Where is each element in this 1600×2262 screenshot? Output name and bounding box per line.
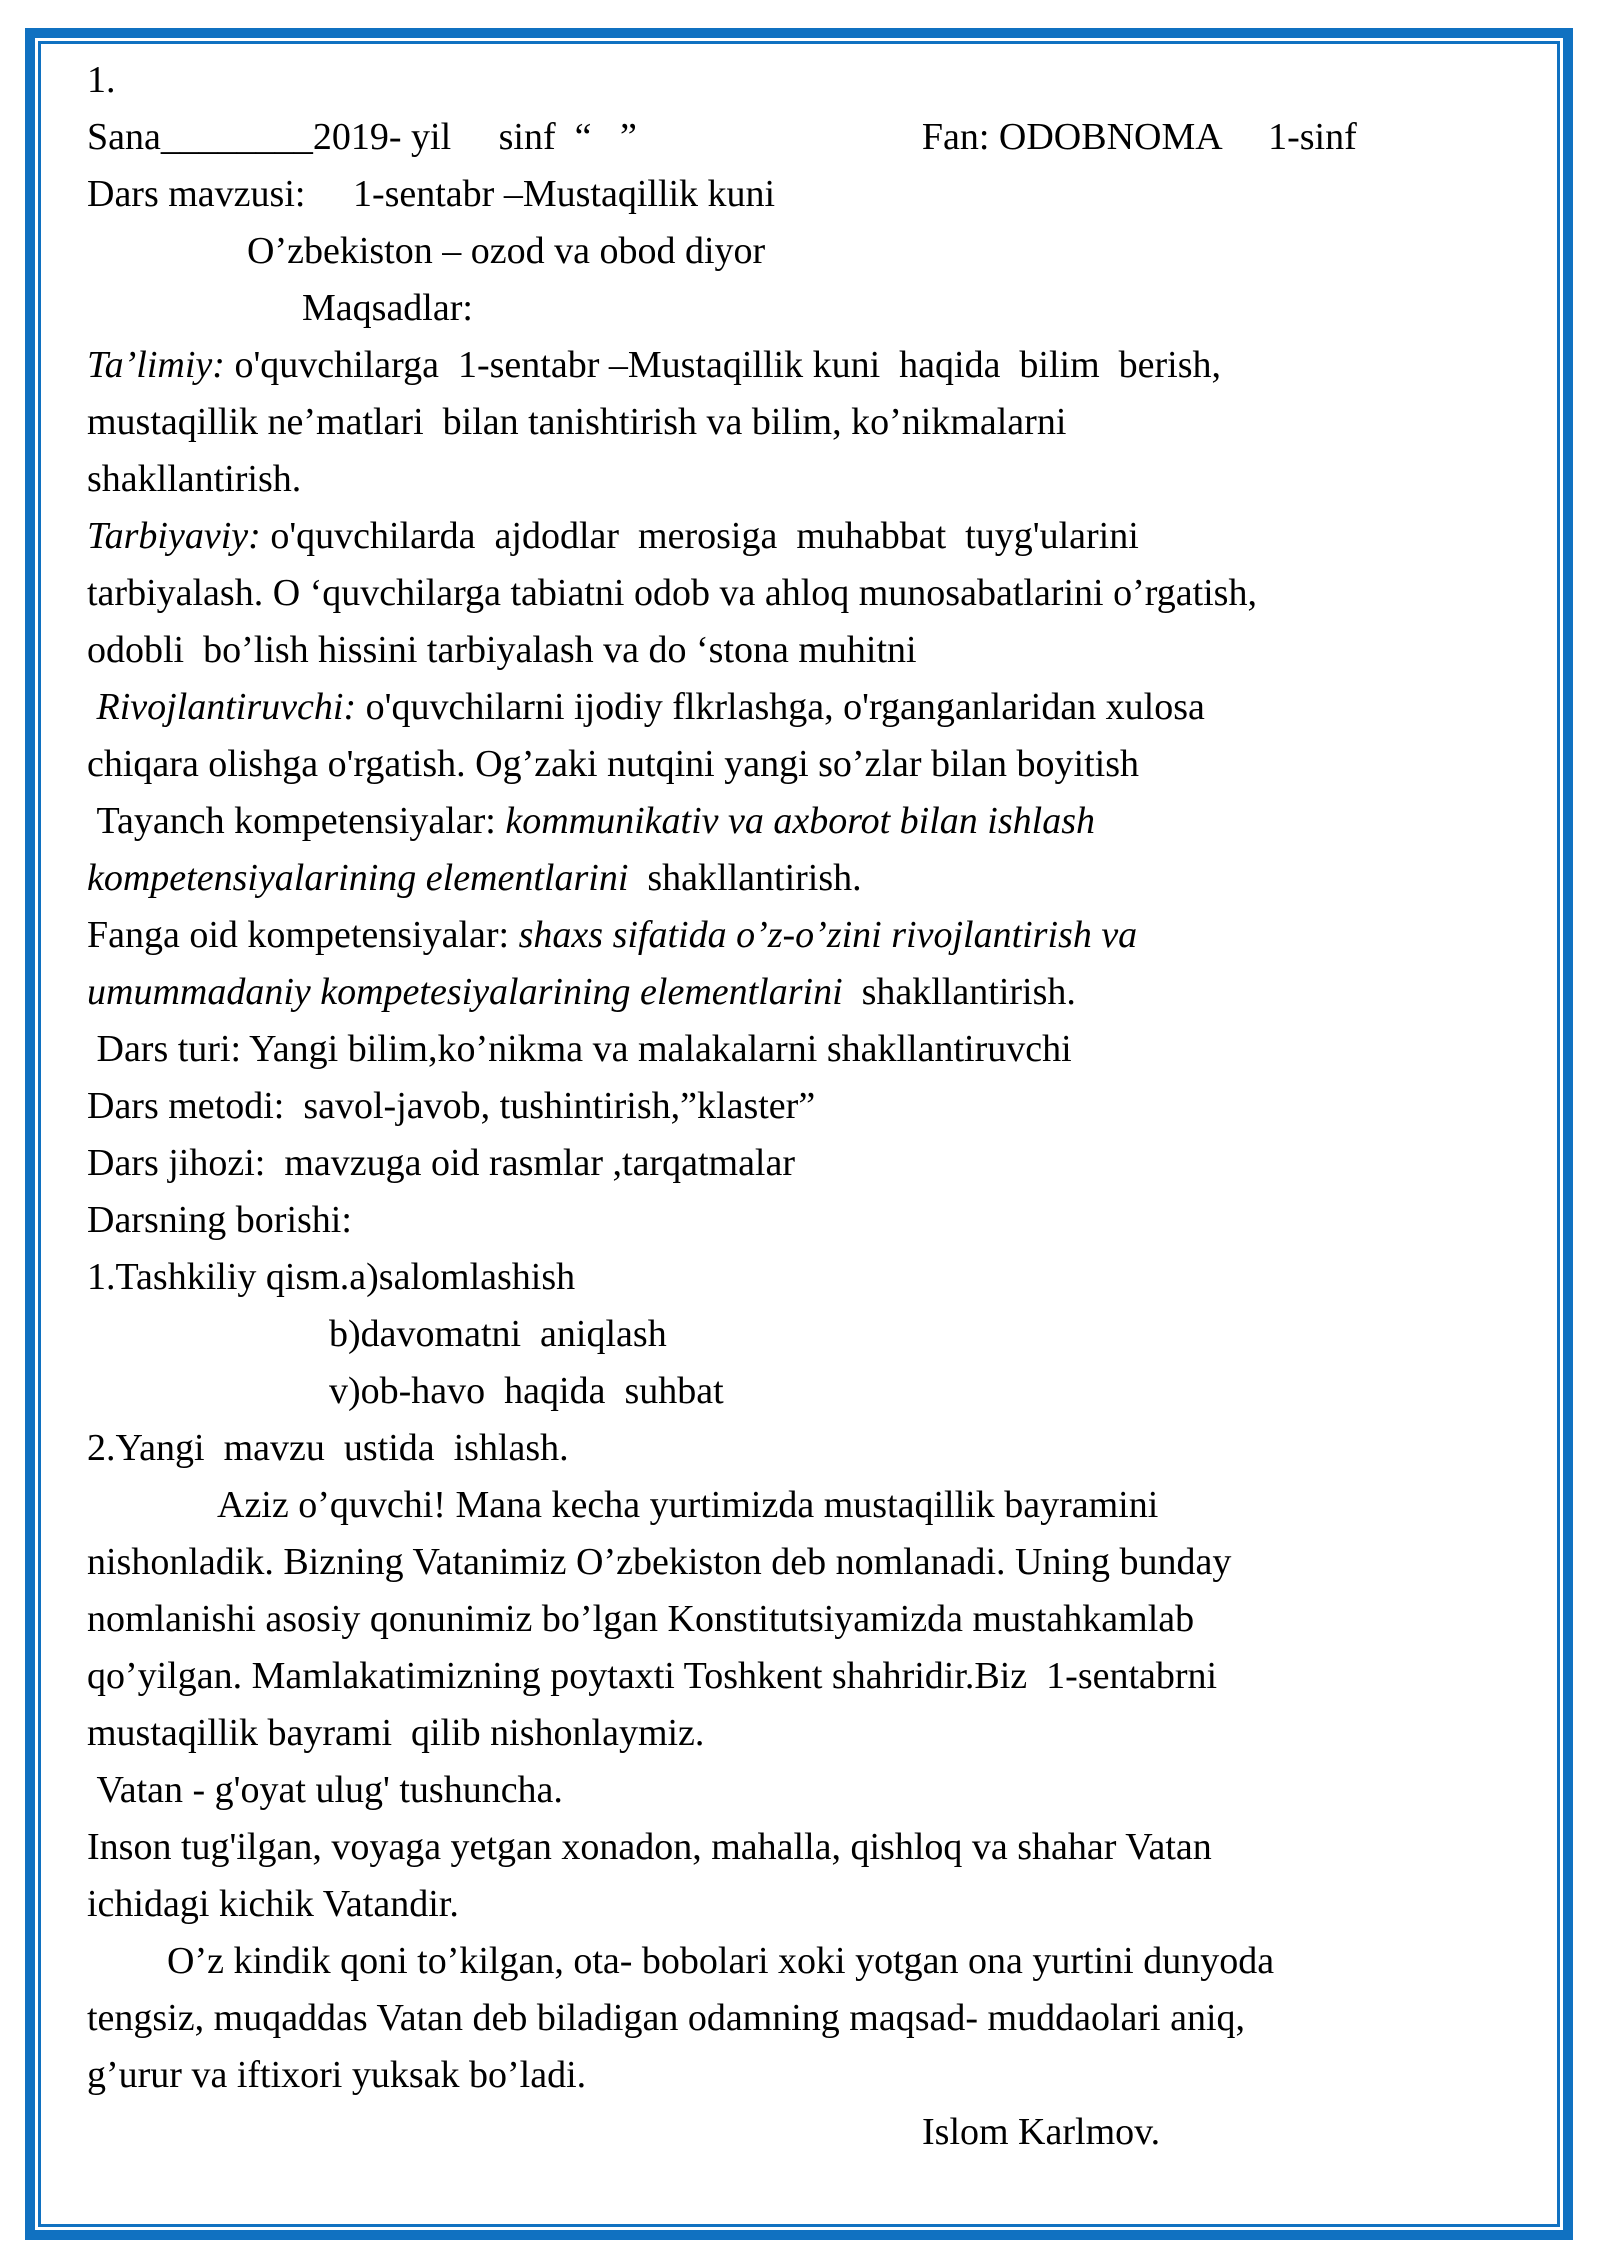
paragraph-line <box>87 793 1533 850</box>
paragraph-line <box>87 622 1533 679</box>
italic-text-segment: kommunikativ va axborot bilan ishlash <box>505 800 1095 842</box>
paragraph-line <box>87 109 1533 166</box>
text-segment: chiqara olishga o'rgatish. Og’zaki nutqini yangi so’zlar bilan boyitish <box>87 743 1139 785</box>
paragraph-line <box>87 1306 1533 1363</box>
italic-text-segment: Tarbiyaviy: <box>87 515 261 557</box>
text-segment: 1.Tashkiliy qism.a)salomlashish <box>87 1256 576 1298</box>
paragraph-line <box>87 451 1533 508</box>
italic-text-segment: Ta’limiy: <box>87 344 225 386</box>
text-segment: Tayanch kompetensiyalar: <box>87 800 506 842</box>
text-segment: Inson tug'ilgan, voyaga yetgan xonadon, mahalla, qishloq va shahar Vatan <box>87 1826 1212 1868</box>
text-segment: Dars turi: Yangi bilim,ko’nikma va malakalarni shakllantiruvchi <box>87 1028 1072 1070</box>
paragraph-line <box>87 1477 1533 1534</box>
paragraph-line <box>87 1078 1533 1135</box>
paragraph-line <box>87 679 1533 736</box>
paragraph-line <box>87 2104 1533 2161</box>
italic-text-segment: kompetensiyalarining elementlarini <box>87 857 629 899</box>
text-segment: Dars metodi: savol-javob, tushintirish,”klaster” <box>87 1085 816 1127</box>
document-content <box>41 44 1557 2224</box>
text-segment: nomlanishi asosiy qonunimiz bo’lgan Konstitutsiyamizda mustahkamlab <box>87 1598 1195 1640</box>
text-segment: o'quvchilarni ijodiy flkrlashga, o'rganganlaridan xulosa <box>356 686 1205 728</box>
paragraph-line <box>87 52 1533 109</box>
text-segment: Sana________2019- yil sinf “ ” Fan: ODOBNOMA 1-sinf <box>87 116 1357 158</box>
paragraph-line <box>87 1534 1533 1591</box>
text-segment: ichidagi kichik Vatandir. <box>87 1883 459 1925</box>
paragraph-line <box>87 850 1533 907</box>
paragraph-line <box>87 1933 1533 1990</box>
text-segment: tarbiyalash. O ‘quvchilarga tabiatni odob va ahloq munosabatlarini o’rgatish, <box>87 572 1257 614</box>
paragraph-line <box>87 1876 1533 1933</box>
paragraph-line <box>87 394 1533 451</box>
text-segment: Dars jihozi: mavzuga oid rasmlar ,tarqatmalar <box>87 1142 796 1184</box>
text-segment: O’z kindik qoni to’kilgan, ota- bobolari xoki yotgan ona yurtini dunyoda <box>167 1940 1275 1982</box>
paragraph-line <box>87 964 1533 1021</box>
paragraph-line <box>87 280 1533 337</box>
paragraph-line <box>87 736 1533 793</box>
page-border-inner <box>38 41 1560 2227</box>
text-segment: Vatan - g'oyat ulug' tushuncha. <box>87 1769 563 1811</box>
italic-text-segment: shaxs sifatida o’z-o’zini rivojlantirish va <box>518 914 1138 956</box>
paragraph-line <box>87 1648 1533 1705</box>
paragraph-line <box>87 1762 1533 1819</box>
paragraph-line <box>87 508 1533 565</box>
paragraph-line <box>87 565 1533 622</box>
text-segment: shakllantirish. <box>842 971 1076 1013</box>
text-segment: Fanga oid kompetensiyalar: <box>87 914 519 956</box>
page-border-outer <box>25 28 1573 2240</box>
paragraph-line <box>87 907 1533 964</box>
text-segment: o'quvchilarda ajdodlar merosiga muhabbat tuyg'ularini <box>260 515 1139 557</box>
text-segment: O’zbekiston – ozod va obod diyor <box>247 230 766 272</box>
paragraph-line <box>87 1990 1533 2047</box>
text-segment: nishonladik. Bizning Vatanimiz O’zbekiston deb nomlanadi. Uning bunday <box>87 1541 1232 1583</box>
text-segment: Dars mavzusi: 1-sentabr –Mustaqillik kuni <box>87 173 776 215</box>
paragraph-line <box>87 1249 1533 1306</box>
text-segment: qo’yilgan. Mamlakatimizning poytaxti Toshkent shahridir.Biz 1-sentabrni <box>87 1655 1218 1697</box>
paragraph-line <box>87 1705 1533 1762</box>
italic-text-segment: umummadaniy kompetesiyalarining elementlarini <box>87 971 843 1013</box>
text-segment: shakllantirish. <box>628 857 862 899</box>
paragraph-line <box>87 1591 1533 1648</box>
paragraph-line <box>87 337 1533 394</box>
text-segment: shakllantirish. <box>87 458 302 500</box>
text-segment: b)davomatni aniqlash <box>329 1313 667 1355</box>
text-segment: g’urur va iftixori yuksak bo’ladi. <box>87 2054 587 2096</box>
text-segment: v)ob-havo haqida suhbat <box>329 1370 724 1412</box>
text-segment: Aziz o’quvchi! Mana kecha yurtimizda mustaqillik bayramini <box>217 1484 1159 1526</box>
text-segment: Islom Karlmov. <box>922 2111 1161 2153</box>
paragraph-line <box>87 2047 1533 2104</box>
paragraph-line <box>87 1819 1533 1876</box>
paragraph-line <box>87 1192 1533 1249</box>
text-segment: o'quvchilarga 1-sentabr –Mustaqillik kuni haqida bilim berish, <box>224 344 1222 386</box>
paragraph-line <box>87 166 1533 223</box>
text-segment: mustaqillik bayrami qilib nishonlaymiz. <box>87 1712 705 1754</box>
italic-text-segment: Rivojlantiruvchi: <box>87 686 357 728</box>
text-segment: odobli bo’lish hissini tarbiyalash va do ‘stona muhitni <box>87 629 917 671</box>
paragraph-line <box>87 1135 1533 1192</box>
text-segment: 1. <box>87 59 116 101</box>
paragraph-line <box>87 1021 1533 1078</box>
paragraph-line <box>87 1363 1533 1420</box>
paragraph-line <box>87 223 1533 280</box>
text-segment: Maqsadlar: <box>302 287 473 329</box>
paragraph-line <box>87 1420 1533 1477</box>
text-segment: Darsning borishi: <box>87 1199 352 1241</box>
text-segment: mustaqillik ne’matlari bilan tanishtirish va bilim, ko’nikmalarni <box>87 401 1067 443</box>
text-segment: 2.Yangi mavzu ustida ishlash. <box>87 1427 569 1469</box>
text-segment: tengsiz, muqaddas Vatan deb biladigan odamning maqsad- muddaolari aniq, <box>87 1997 1246 2039</box>
